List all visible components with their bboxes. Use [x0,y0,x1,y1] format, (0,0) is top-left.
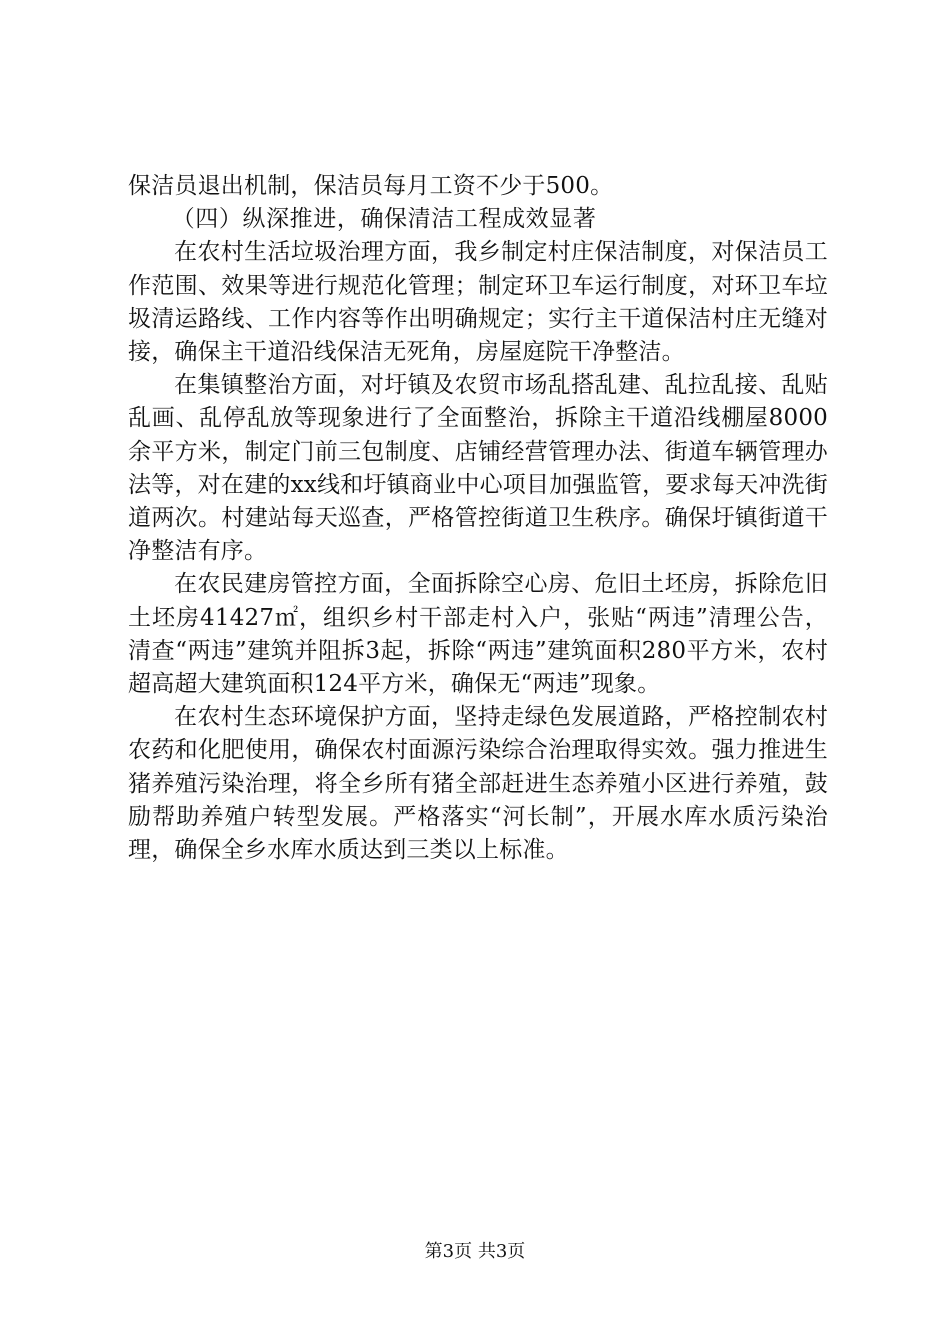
paragraph-continuation: 保洁员退出机制，保洁员每月工资不少于500。 [128,173,614,199]
section-heading: （四）纵深推进，确保清洁工程成效显著 [171,206,597,233]
page-number-footer: 第3页 共3页 [424,1241,526,1262]
document-body [128,170,828,867]
paragraph-town-renovation: 在集镇整治方面，对圩镇及农贸市场乱搭乱建、乱拉乱接、乱贴乱画、乱停乱放等现象进行了全面整治，拆除主干道沿线棚屋8000余平方米，制定门前三包制度、店铺经营管理办法、街道车辆管理办法等，对在建的xx线和圩镇商业中心项目加强监管，要求每天冲洗街道两次。村建站每天巡查，严格管控街道卫生秩序。确保圩镇街道干净整洁有序。 [128,372,828,565]
paragraph-housing-control: 在农民建房管控方面，全面拆除空心房、危旧土坯房，拆除危旧土坯房41427㎡，组织乡村干部走村入户，张贴“两违”清理公告，清查“两违”建筑并阻拆3起，拆除“两违”建筑面积280平方米，农村超高超大建筑面积124平方米，确保无“两违”现象。 [128,571,828,698]
paragraph-ecology-protection: 在农村生态环境保护方面，坚持走绿色发展道路，严格控制农村农药和化肥使用，确保农村面源污染综合治理取得实效。强力推进生猪养殖污染治理，将全乡所有猪全部赶进生态养殖小区进行养殖，鼓励帮助养殖户转型发展。严格落实“河长制”，开展水库水质污染治理，确保全乡水库水质达到三类以上标准。 [128,704,828,864]
paragraph-garbage-management: 在农村生活垃圾治理方面，我乡制定村庄保洁制度，对保洁员工作范围、效果等进行规范化管理；制定环卫车运行制度，对环卫车垃圾清运路线、工作内容等作出明确规定；实行主干道保洁村庄无缝对接，确保主干道沿线保洁无死角，房屋庭院干净整洁。 [128,239,828,366]
